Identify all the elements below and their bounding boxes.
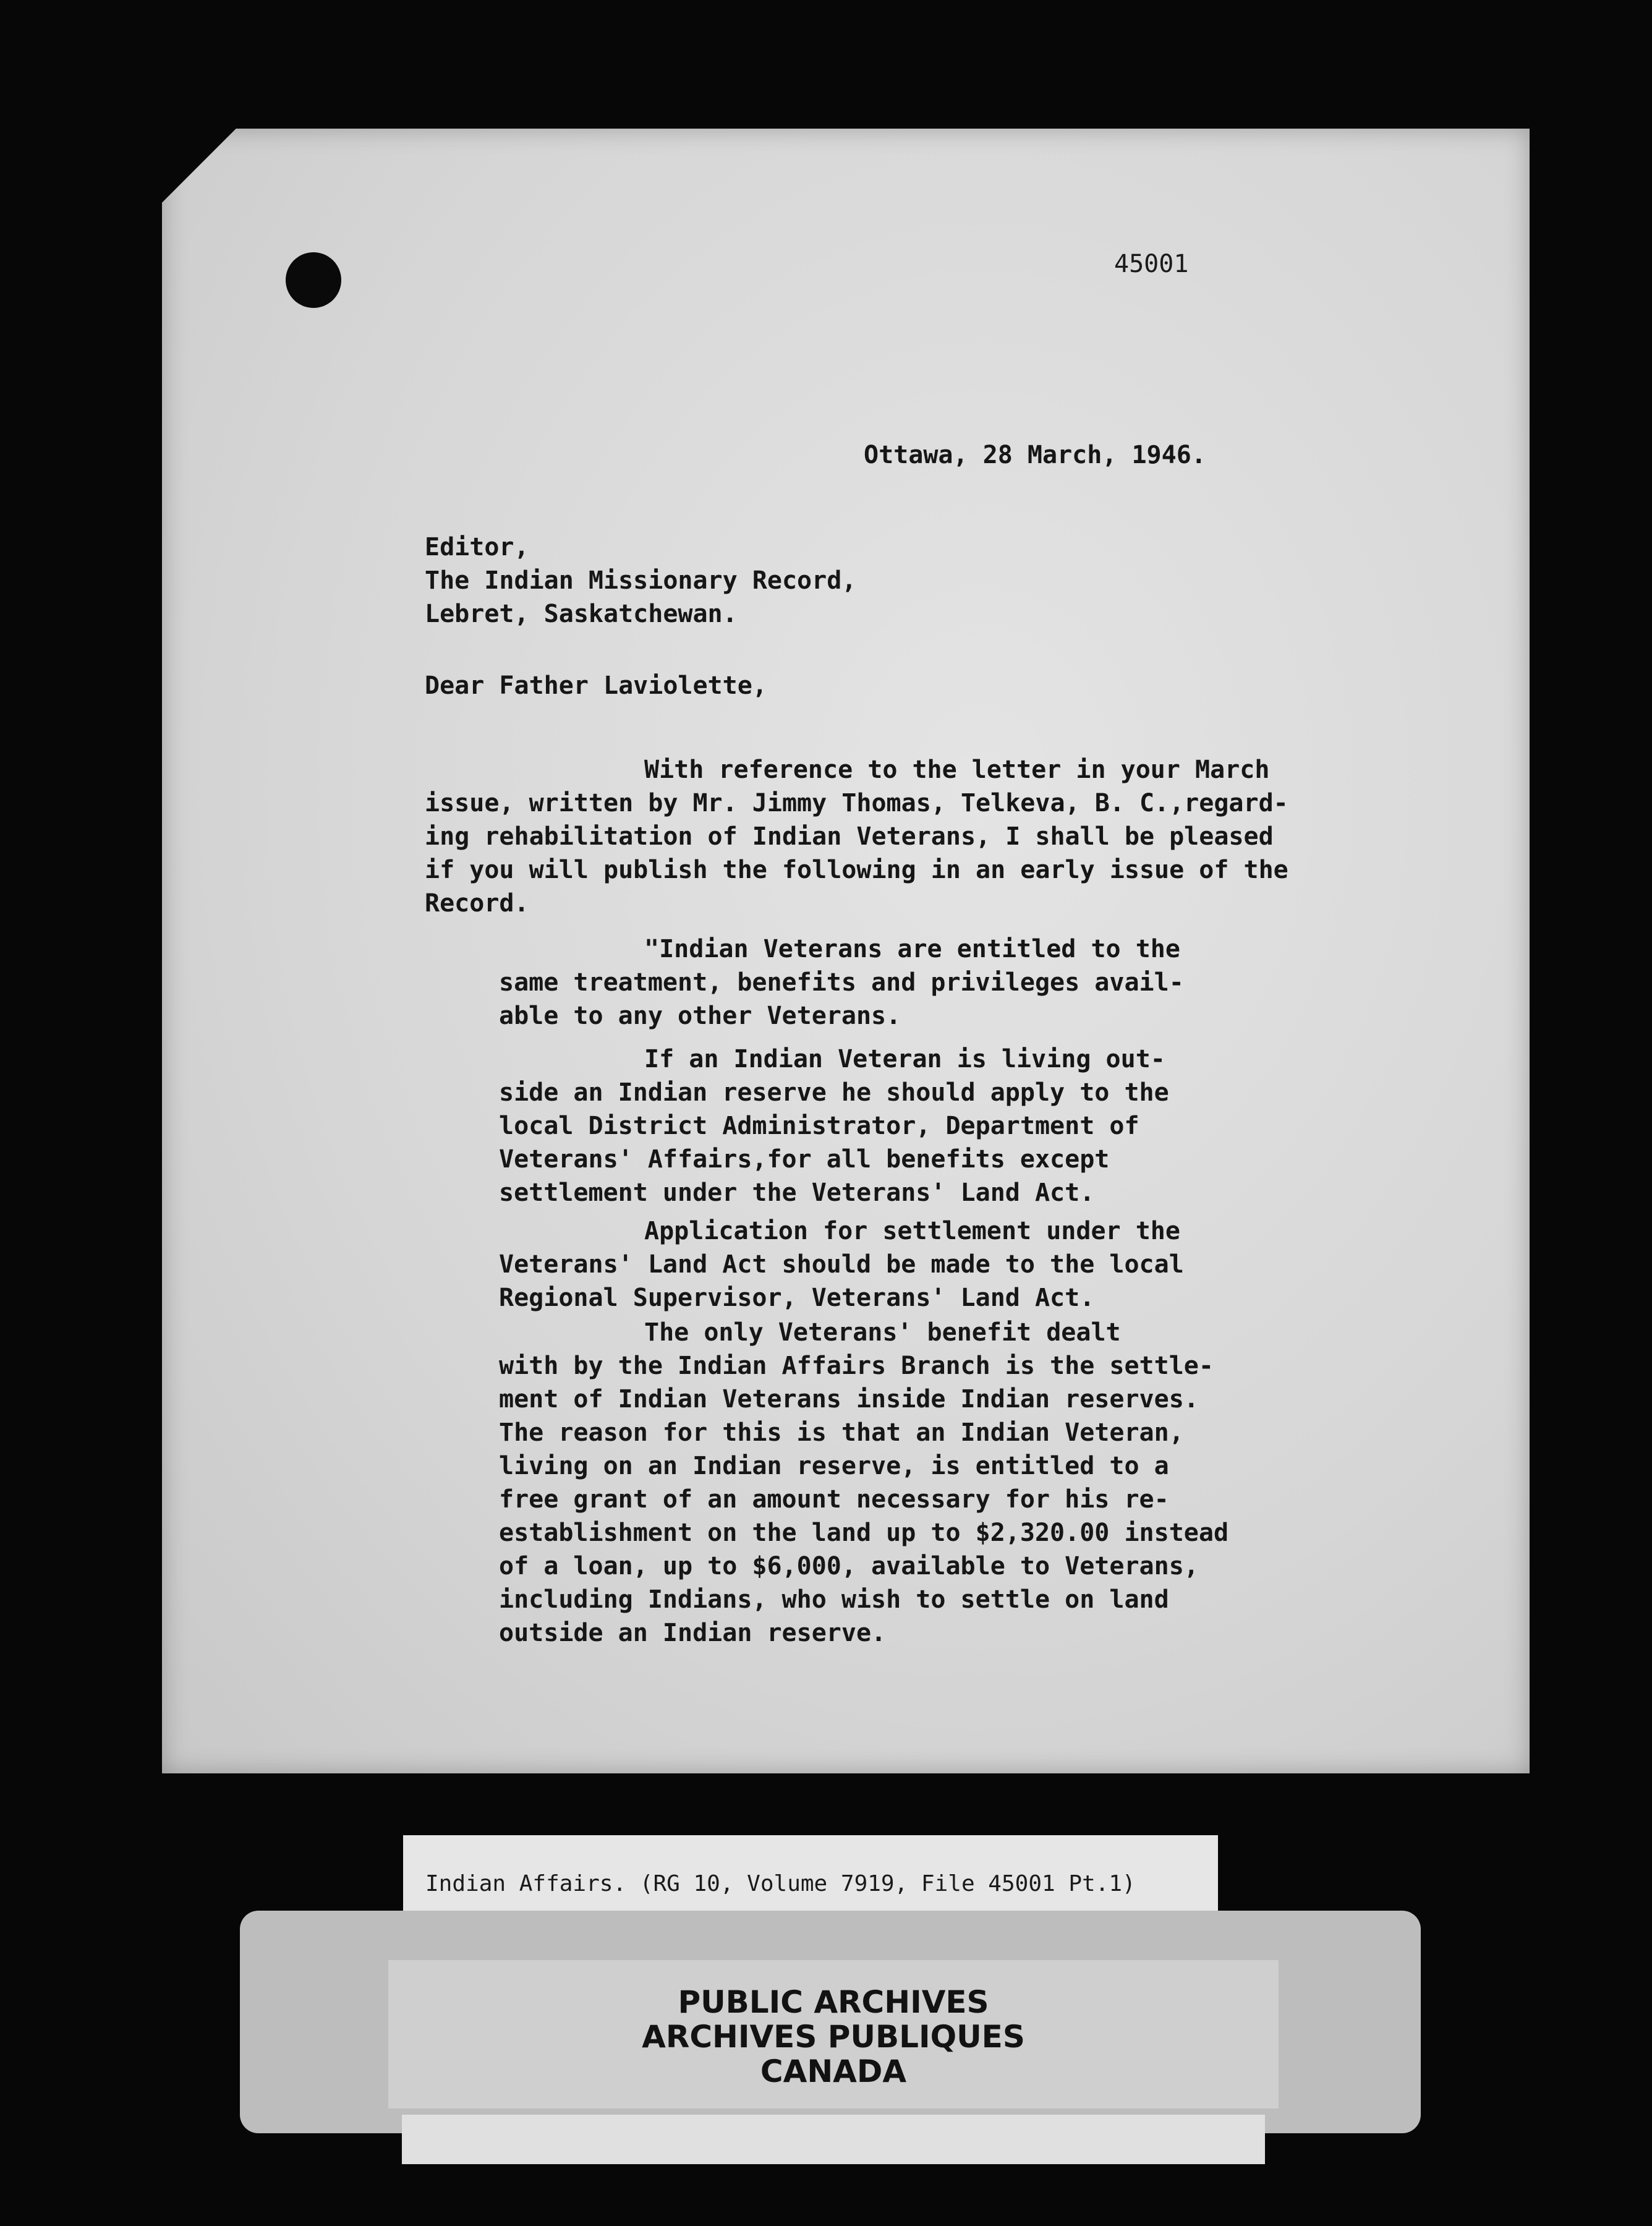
quote-line: outside an Indian reserve.: [499, 1619, 887, 1647]
quoted-paragraph: [499, 932, 1426, 1033]
body-line: Record.: [425, 889, 529, 918]
address-line: The Indian Missionary Record,: [425, 566, 857, 595]
quote-line: establishment on the land up to $2,320.00 instead: [499, 1519, 1229, 1547]
archive-label: [388, 1960, 1279, 2109]
archive-line: ARCHIVES PUBLIQUES: [642, 2019, 1025, 2055]
address-line: Editor,: [425, 533, 529, 561]
body-line: ing rehabilitation of Indian Veterans, I shall be pleased: [425, 822, 1274, 851]
quote-line: of a loan, up to $6,000, available to Veterans,: [499, 1552, 1199, 1580]
quote-line: settlement under the Veterans' Land Act.: [499, 1179, 1095, 1207]
archive-line: CANADA: [760, 2053, 907, 2089]
body-line: With reference to the letter in your March: [644, 756, 1270, 784]
punch-hole: [286, 252, 341, 308]
address-line: Lebret, Saskatchewan.: [425, 600, 738, 628]
quote-line: Veterans' Affairs,for all benefits except: [499, 1145, 1110, 1174]
archive-text: [388, 1985, 1279, 2089]
quote-line: Regional Supervisor, Veterans' Land Act.: [499, 1284, 1095, 1312]
quote-line: living on an Indian reserve, is entitled to a: [499, 1452, 1169, 1480]
quote-line: side an Indian reserve he should apply to the: [499, 1078, 1169, 1107]
quote-line: able to any other Veterans.: [499, 1002, 901, 1030]
quoted-paragraph: [499, 1214, 1426, 1315]
quote-line: Application for settlement under the: [644, 1217, 1180, 1245]
bottom-strip: [402, 2115, 1265, 2164]
body-line: issue, written by Mr. Jimmy Thomas, Telkeva, B. C.,regard-: [425, 789, 1288, 817]
archive-line: PUBLIC ARCHIVES: [678, 1984, 989, 2020]
folded-corner: [162, 129, 236, 203]
quote-line: "Indian Veterans are entitled to the: [644, 935, 1180, 963]
quote-line: If an Indian Veteran is living out-: [644, 1045, 1165, 1073]
quote-line: local District Administrator, Department of: [499, 1112, 1139, 1140]
recipient-address: [425, 531, 856, 631]
quoted-paragraph: [499, 1043, 1426, 1209]
quote-line: Veterans' Land Act should be made to the local: [499, 1250, 1184, 1279]
letter-date: Ottawa, 28 March, 1946.: [864, 441, 1206, 469]
letter-body: [425, 753, 1288, 920]
quote-line: ment of Indian Veterans inside Indian reserves.: [499, 1385, 1199, 1414]
file-number: 45001: [1114, 250, 1189, 278]
quote-line: same treatment, benefits and privileges avail-: [499, 968, 1184, 997]
quote-line: free grant of an amount necessary for his re-: [499, 1485, 1169, 1514]
archive-stamp: [240, 1911, 1421, 2133]
quote-line: with by the Indian Affairs Branch is the settle-: [499, 1352, 1214, 1380]
citation-text: Indian Affairs. (RG 10, Volume 7919, File 45001 Pt.1): [425, 1871, 1136, 1896]
body-line: if you will publish the following in an early issue of the: [425, 856, 1288, 884]
quote-line: including Indians, who wish to settle on land: [499, 1585, 1169, 1614]
quoted-paragraph: [499, 1316, 1426, 1650]
salutation: Dear Father Laviolette,: [425, 672, 767, 700]
quote-line: The only Veterans' benefit dealt: [644, 1318, 1121, 1347]
letter-page: [162, 129, 1530, 1773]
quote-line: The reason for this is that an Indian Veteran,: [499, 1418, 1184, 1447]
